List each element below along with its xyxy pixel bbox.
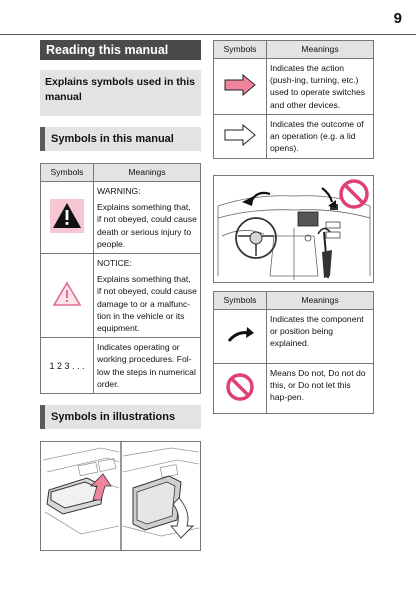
col-header-meanings: Meanings xyxy=(94,164,201,182)
col-header-meanings: Meanings xyxy=(267,291,374,309)
notice-meaning-cell xyxy=(94,254,201,338)
header-rule xyxy=(0,34,416,35)
prohibition-meaning-cell xyxy=(267,363,374,413)
steps-symbol: 1 2 3 . . . xyxy=(49,360,85,371)
sub-title-box: Explains symbols used in this manual xyxy=(40,70,201,116)
section-symbols-manual: Symbols in this manual xyxy=(40,127,201,151)
component-meaning-cell xyxy=(267,309,374,363)
steps-text: Indicates operating or working procedures. Fol-low the steps in numerical order. xyxy=(97,342,196,389)
warning-symbol-cell xyxy=(41,182,94,254)
curved-arrow-cell xyxy=(214,309,267,363)
outcome-meaning-text: Indicates the outcome of an operation (e.g. a lid opens). xyxy=(270,118,364,154)
symbols-table-manual xyxy=(40,163,201,394)
pink-arrow-icon xyxy=(223,74,257,96)
steps-symbol-cell xyxy=(41,338,94,394)
table-row xyxy=(214,363,374,413)
table-row xyxy=(214,114,374,158)
illustration-switch-panel xyxy=(40,441,201,551)
notice-text: Explains something that, if not obeyed, could cause damage to or a malfunc-tion in the vehicle or its equipment. xyxy=(97,274,197,334)
action-meaning-text: Indicates the action (push-ing, turning, etc.) used to operate switches and other devices. xyxy=(270,63,366,110)
warning-title: WARNING: xyxy=(97,186,141,196)
warning-text: Explains something that, if not obeyed, could cause death or serious injury to people. xyxy=(97,202,197,249)
steps-meaning-cell xyxy=(94,338,201,394)
action-meaning-cell xyxy=(267,59,374,115)
symbols-table-illustrations xyxy=(213,291,374,414)
outline-arrow-icon xyxy=(223,124,257,146)
table-row xyxy=(41,182,201,254)
section-symbols-illustrations: Symbols in illustrations xyxy=(40,405,201,429)
col-header-meanings: Meanings xyxy=(267,41,374,59)
prohibition-meaning-text: Means Do not, Do not do this, or Do not let this hap-pen. xyxy=(270,367,366,403)
illustration-dashboard xyxy=(213,175,374,283)
warning-icon xyxy=(50,199,84,233)
symbols-table-actions xyxy=(213,40,374,159)
notice-title: NOTICE: xyxy=(97,258,132,269)
col-header-symbols: Symbols xyxy=(41,164,94,182)
prohibition-cell xyxy=(214,363,267,413)
outcome-meaning-cell xyxy=(267,114,374,158)
table-row xyxy=(214,59,374,115)
warning-meaning-cell xyxy=(94,182,201,254)
col-header-symbols: Symbols xyxy=(214,291,267,309)
table-row xyxy=(41,338,201,394)
left-column xyxy=(40,40,201,551)
main-title: Reading this manual xyxy=(40,40,201,60)
page-number: 9 xyxy=(393,10,402,27)
prohibition-icon xyxy=(225,372,255,402)
table-row xyxy=(41,254,201,338)
pink-arrow-cell xyxy=(214,59,267,115)
right-column xyxy=(213,40,374,414)
notice-symbol-cell xyxy=(41,254,94,338)
black-curved-arrow-icon xyxy=(225,325,255,345)
notice-icon xyxy=(52,281,82,307)
col-header-symbols: Symbols xyxy=(214,41,267,59)
component-meaning-text: Indicates the component or position being explained. xyxy=(270,313,364,349)
outline-arrow-cell xyxy=(214,114,267,158)
table-row xyxy=(214,309,374,363)
